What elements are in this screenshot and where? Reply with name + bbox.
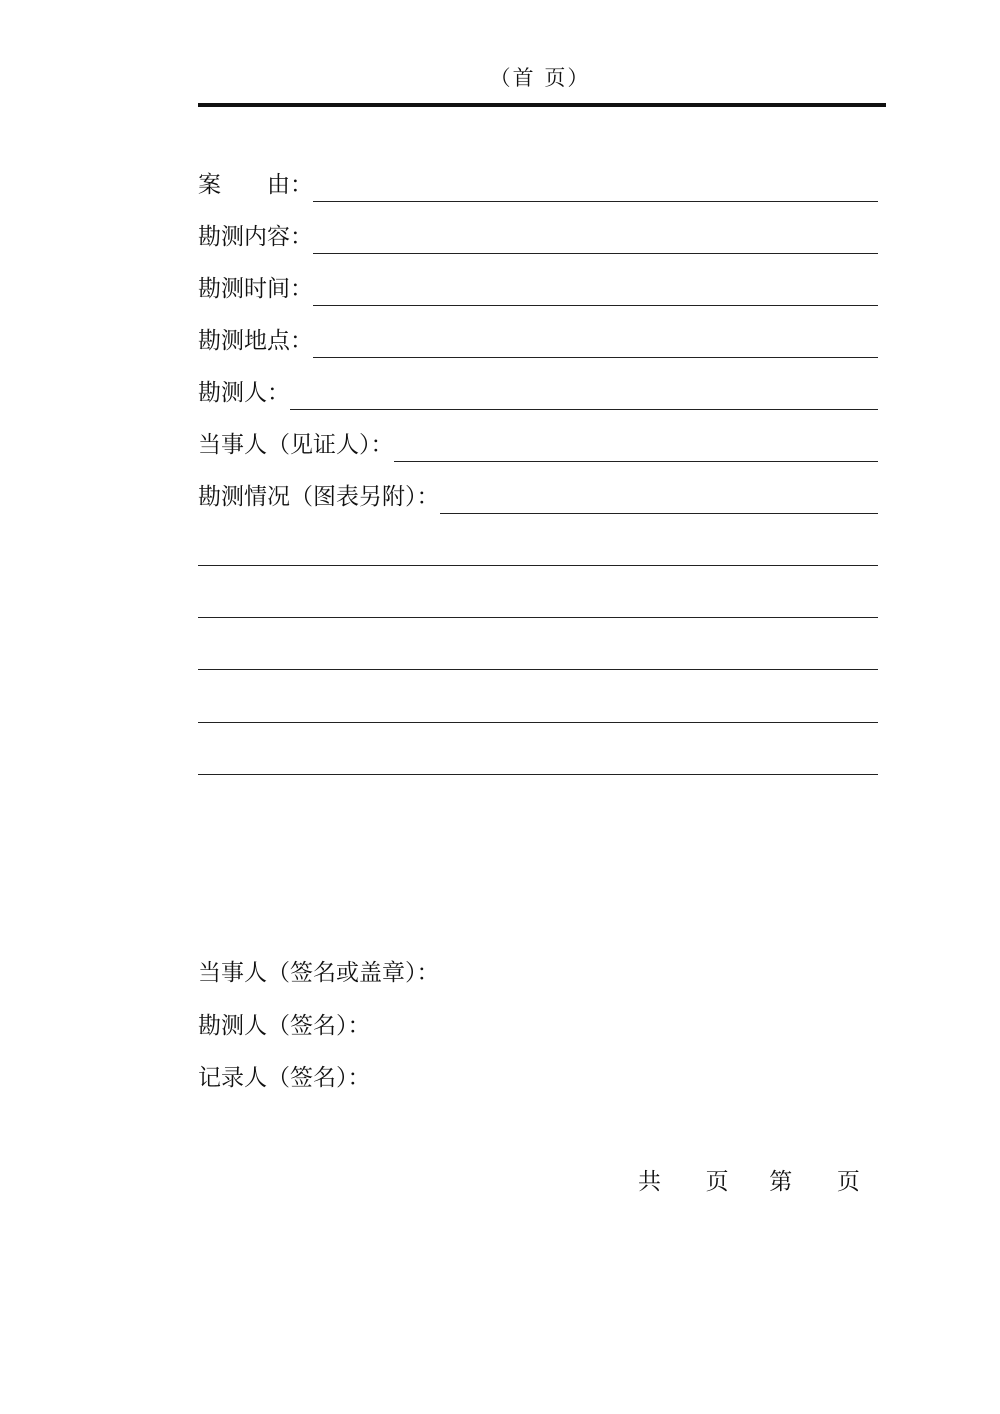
page-counter — [638, 1167, 860, 1197]
page-header-title: （首 页） — [489, 66, 591, 90]
signature-recorder: 记录人（签名）： — [198, 1065, 371, 1091]
blank-line[interactable] — [198, 565, 878, 566]
page-counter-total: 共 — [638, 1169, 661, 1195]
field-label-case-cause: 案 由： — [198, 172, 313, 198]
field-input-surveyor[interactable] — [290, 409, 878, 410]
field-surveyor[interactable] — [198, 374, 878, 410]
field-input-survey-situation[interactable] — [440, 513, 879, 514]
header-rule — [198, 103, 886, 107]
field-survey-situation[interactable] — [198, 478, 878, 514]
page-counter-unit-2: 页 — [836, 1169, 860, 1195]
field-input-party-witness[interactable] — [394, 461, 879, 462]
field-input-survey-time[interactable] — [313, 305, 878, 306]
field-label-party-witness: 当事人（见证人）： — [198, 432, 394, 458]
blank-line[interactable] — [198, 669, 878, 670]
field-label-survey-time: 勘测时间： — [198, 276, 313, 302]
blank-line[interactable] — [198, 722, 878, 723]
field-party-witness[interactable] — [198, 426, 878, 462]
field-label-survey-location: 勘测地点： — [198, 328, 313, 354]
field-input-survey-location[interactable] — [313, 357, 878, 358]
field-case-cause[interactable] — [198, 166, 878, 202]
field-input-survey-content[interactable] — [313, 253, 878, 254]
blank-line[interactable] — [198, 774, 878, 775]
page-counter-unit-1: 页 — [705, 1169, 729, 1195]
field-input-case-cause[interactable] — [313, 201, 878, 202]
page-header — [0, 62, 1000, 94]
field-survey-time[interactable] — [198, 270, 878, 306]
blank-line[interactable] — [198, 617, 878, 618]
signature-party: 当事人（签名或盖章）： — [198, 960, 440, 986]
field-survey-content[interactable] — [198, 218, 878, 254]
field-survey-location[interactable] — [198, 322, 878, 358]
field-label-survey-content: 勘测内容： — [198, 224, 313, 250]
signature-surveyor: 勘测人（签名）： — [198, 1013, 371, 1039]
field-label-surveyor: 勘测人： — [198, 380, 290, 406]
page-counter-number: 第 — [769, 1169, 793, 1195]
field-label-survey-situation: 勘测情况（图表另附）： — [198, 484, 440, 510]
